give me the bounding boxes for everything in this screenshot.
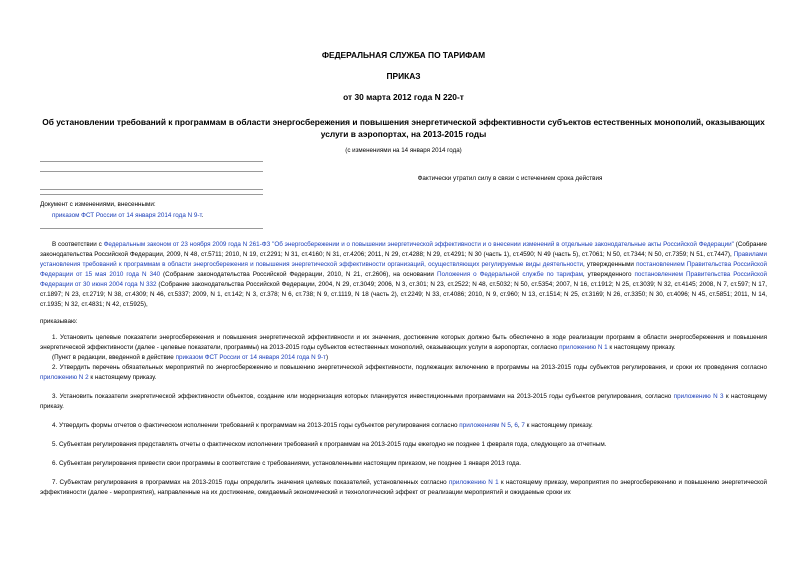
resolution-340-link[interactable]: постановлением Правительства Российской Федерации от 15 мая 2010 года N 340 [40,261,767,278]
item-1-note [40,353,767,363]
text: 3. Установить показатели энергетической эффективности объектов, создание или модернизация которых планируется инвестиционными программами на 2013-2015 годы субъектов регулирования, согласно [52,393,674,400]
preamble-paragraph [40,240,767,310]
text: к настоящему приказу. [524,422,593,429]
item-6: 6. Субъектам регулирования привести свои программы в соответствие с требованиями, установленными настоящим приказом, не позднее 1 января 2013 года. [52,460,521,467]
changes-note: (с изменениями на 14 января 2014 года) [345,147,462,154]
text: , [510,422,515,429]
text: к настоящему приказу, мероприятия по энергосбережению и повышению энергетической эффективности (далее - мероприятия), направленные на их достижение, ожидаемый экономический и технологический эффект от реализации мероприятий и ожидаемые сроки их [40,479,767,496]
amendments-line [40,211,203,222]
text: к настоящему приказу. [40,393,767,410]
law-261-link[interactable]: Федеральным законом от 23 ноября 2009 года N 261-ФЗ "Об энергосбережении и о повышении энергетической эффективности и о внесении изменений в отдельные законодательные акты Российской Федерации" [103,241,734,248]
text: В соответствии с [52,241,104,248]
text: (Пункт в редакции, введенной в действие [52,354,176,361]
divider [40,228,263,229]
text: , утвержденного [582,271,635,278]
document-title: Об установлении требований к программам в области энергосбережения и повышения энергетической эффективности субъектов естественных монополий, оказывающих услуги в аэропортах, на 2013-2015 годы [42,117,765,139]
text: 2. Утвердить перечень обязательных мероприятий по энергосбережению и повышению энергетической эффективности, подлежащих включению в программы на 2013-2015 годы субъектов регулирования, и сроки их проведения согласно [52,364,767,371]
text: ) [325,354,329,361]
fst-regulation-link[interactable]: Положения о Федеральной службе по тарифам [436,271,583,278]
text: 7. Субъектам регулирования в программах на 2013-2015 годы определить значения целевых показателей, установленных согласно [52,479,449,486]
item-7 [40,478,767,498]
amendments-label: Документ с изменениями, внесенными: [40,201,156,208]
appendix-1-link-2[interactable]: приложению N 1 [448,479,499,486]
text: 1. Установить целевые показатели энергосбережения и повышения энергетической эффективности и их значения, достижение которых должно быть обеспечено в ходе реализации программ в области энергосбережения и повышения энергетической эффективности (далее - целевые показатели, программы) на 2013-2015 годы субъектов естественных монополий, оказывающих услуги в аэропортах, согласно [40,334,767,351]
rules-link[interactable]: Правилами установления требований к программам в области энергосбережения и повышения энергетической эффективности организаций, осуществляющих регулируемые виды деятельности [40,251,767,268]
divider [40,194,263,195]
divider [40,189,263,190]
appendix-6-link[interactable]: 6 [514,422,518,429]
appendix-2-link[interactable]: приложению N 2 [40,374,89,381]
doc-type-heading: ПРИКАЗ [386,71,421,81]
amendments-block [40,200,203,221]
resolution-332-link[interactable]: постановлением Правительства Российской Федерации от 30 июня 2004 года N 332 [40,271,767,288]
text: (Собрание законодательства Российской Федерации, 2010, N 21, ст.2606), на основании [160,271,437,278]
lost-force-status: Фактически утратил силу в связи с истечением срока действия [417,175,603,182]
agency-heading: ФЕДЕРАЛЬНАЯ СЛУЖБА ПО ТАРИФАМ [321,50,486,60]
item-3 [40,392,767,412]
amendment-tail: . [201,211,204,219]
amendment-note-link[interactable]: приказом ФСТ России от 14 января 2014 года N 9-т [175,354,326,361]
appendix-5-link[interactable]: приложениям N 5 [459,422,511,429]
text: к настоящему приказу. [88,374,157,381]
appendix-7-link[interactable]: 7 [521,422,525,429]
amendment-link[interactable]: приказом ФСТ России от 14 января 2014 года N 9-т [52,211,202,219]
text: (Собрание законодательства Российской Федерации, 2004, N 29, ст.3049; 2006, N 3, ст.301; N 23, ст.2522; N 48, ст.5032; N 50, ст.5354; 2007, N 16, ст.1912; N 25, ст.3039; N 32, ст.4145; 2008, N 7, ст.597; N 17, ст.1897; N 23, ст.2719; N 38, ст.4309; N 46, ст.5337; 2009, N 1, ст.142; N 3, ст.378; N 6, ст.738; N 9, ст.1119, N 18 (часть 2), ст.2249; N 33, ст.4086; 2010, N 9, ст.960; N 13, ст.1514; N 25, ст.3169; N 26, ст.3350; N 30, ст.4096; N 45, ст.5851; 2011, N 14, ст.1935; N 32, ст.4831; N 42, ст.5925), [40,281,768,308]
text: 4. Утвердить формы отчетов о фактическом исполнении требований к программам на 2013-2015 годы субъектов регулирования согласно [52,422,460,429]
document-body [40,240,767,498]
text: , утвержденными [582,261,637,268]
appendix-1-link[interactable]: приложению N 1 [559,344,608,351]
text: , [517,422,522,429]
divider [40,161,263,162]
item-4 [40,421,767,431]
date-number-heading: от 30 марта 2012 года N 220-т [343,92,464,102]
item-5: 5. Субъектам регулирования представлять отчеты о фактическом исполнении требований к программам на 2013-2015 годы ежегодно не позднее 1 февраля года, следующего за отчетным. [52,441,607,448]
divider [40,171,263,172]
order-word: приказываю: [40,317,78,325]
appendix-3-link[interactable]: приложению N 3 [673,393,724,400]
text: к настоящему приказу. [607,344,676,351]
item-1 [40,333,767,353]
text: (Собрание законодательства Российской Федерации, 2009, N 48, ст.5711; 2010, N 19, ст.2291; N 31, ст.4160; N 31, ст.4206; 2011, N 29, ст.4288; N 29, ст.4291; N 30 (часть 1), ст.4590; N 49 (часть 5), ст.7061; N 50, ст.7344; N 50, ст.7359; N 51, ст.7447), [40,241,767,258]
item-2 [40,363,767,383]
